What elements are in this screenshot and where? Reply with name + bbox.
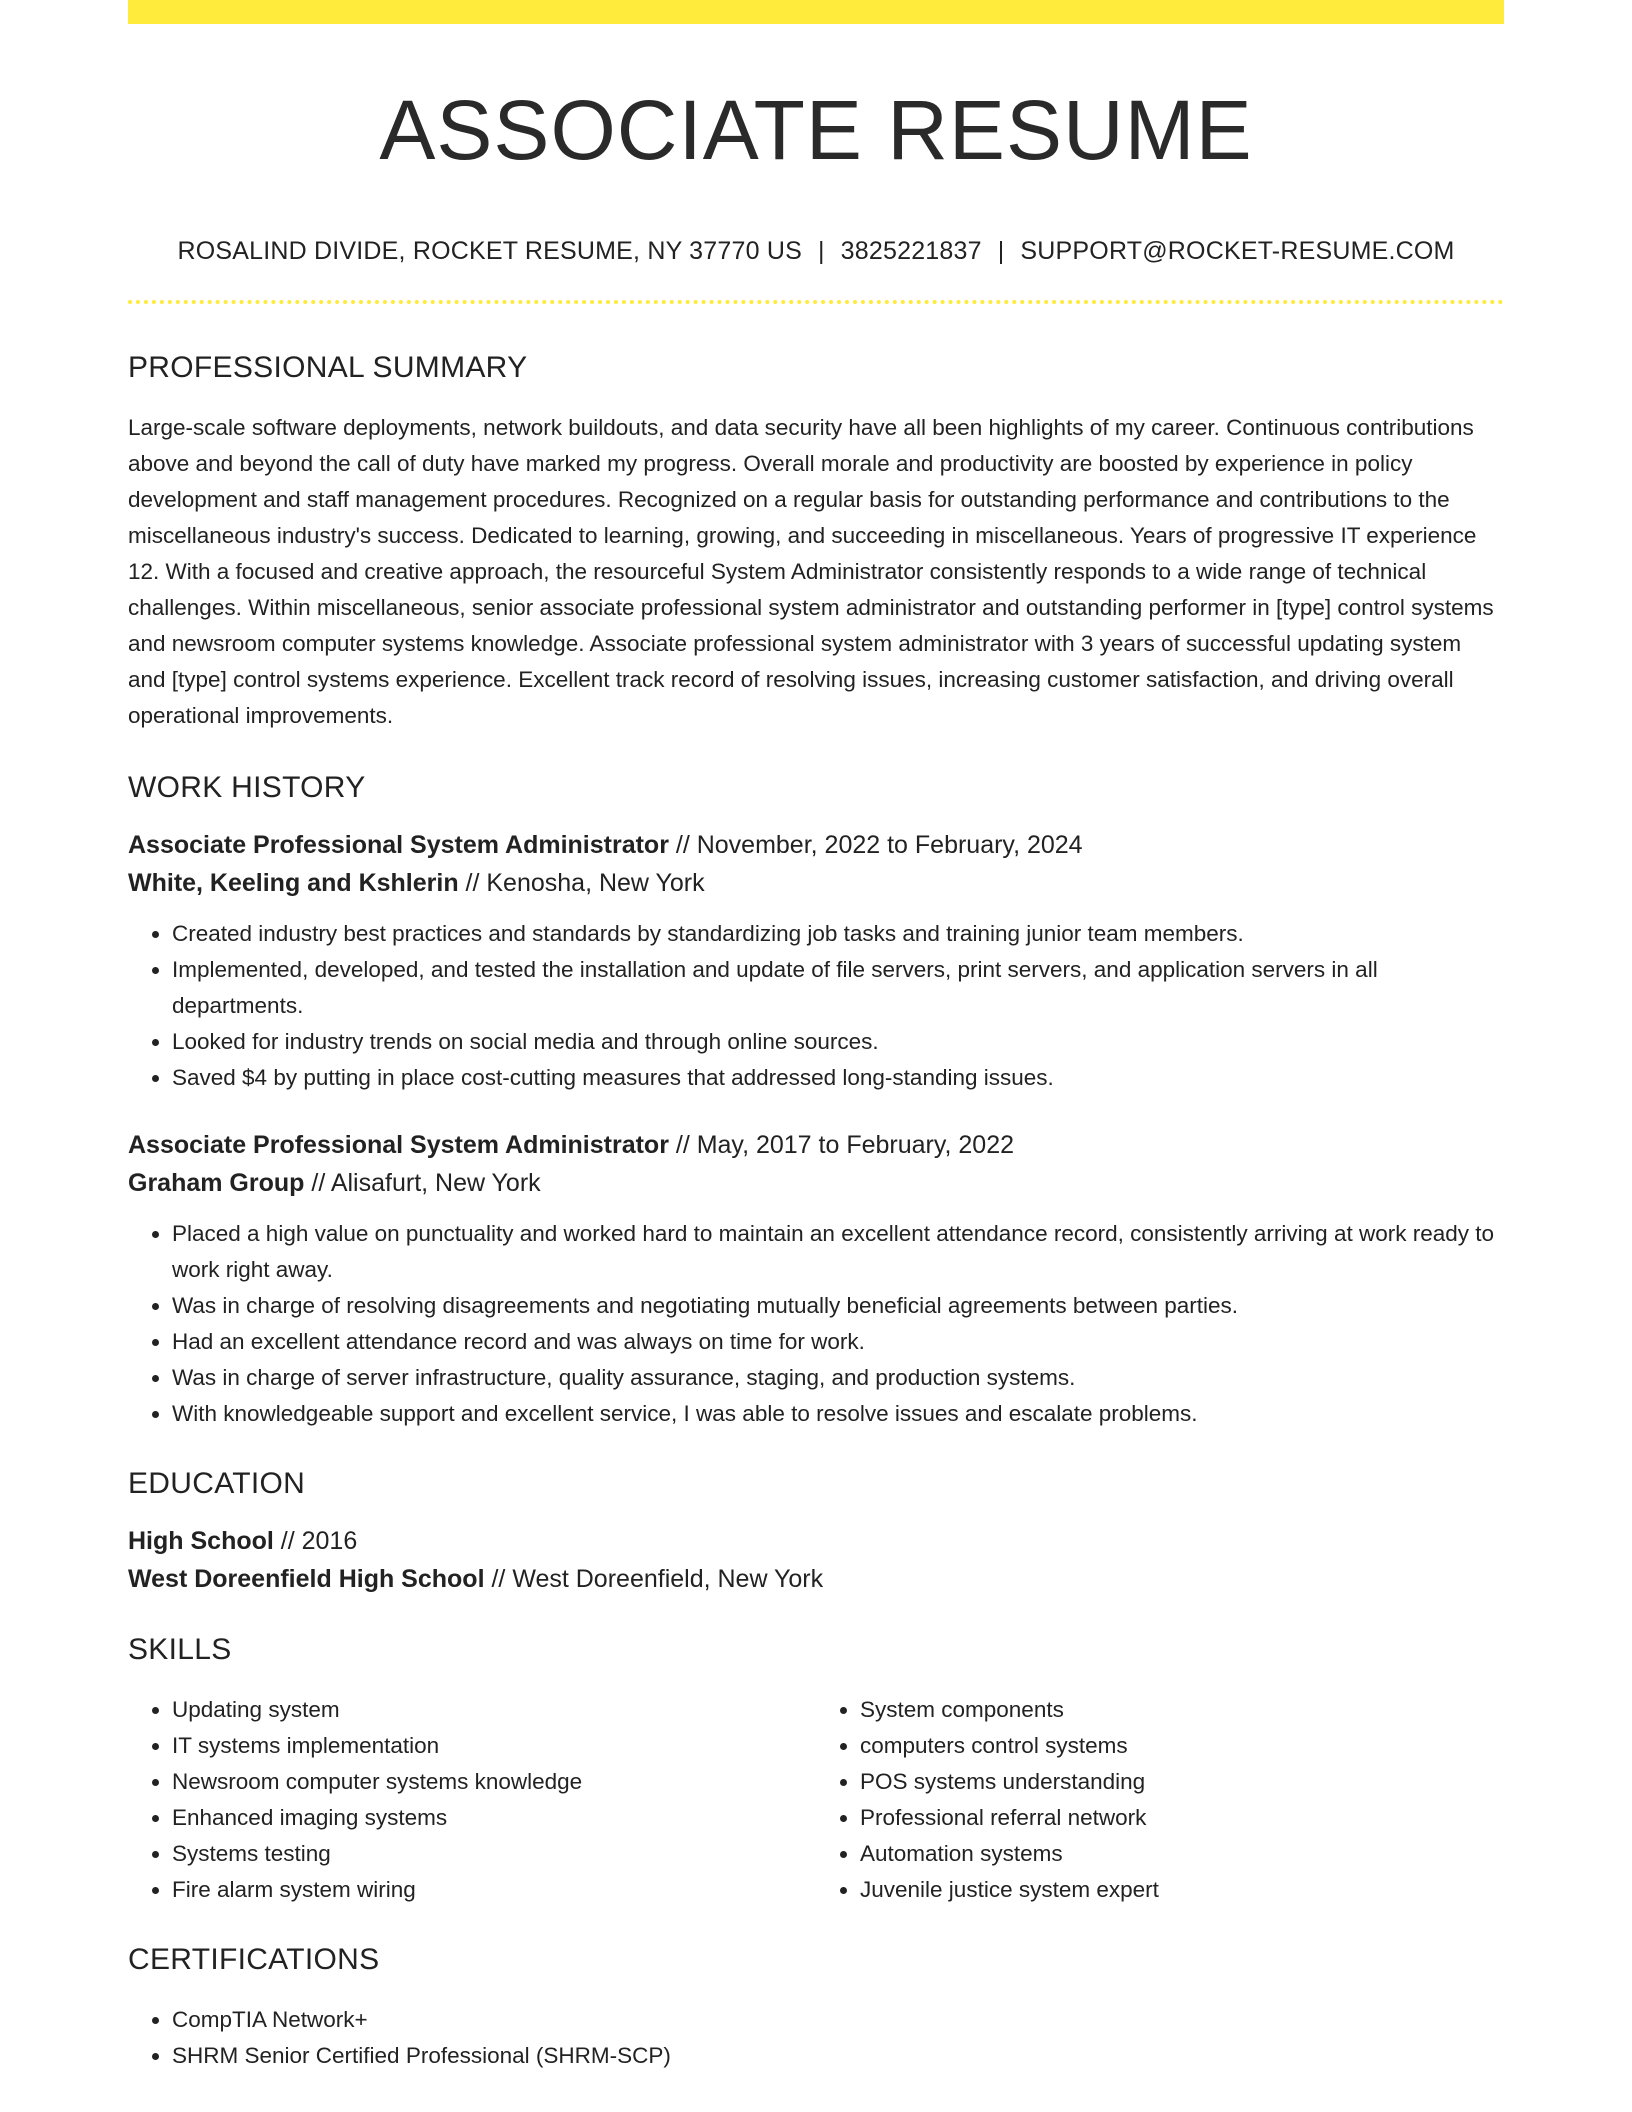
list-item: • Systems testing (172, 1836, 816, 1872)
list-item: • Updating system (172, 1692, 816, 1728)
education-degree: High School (128, 1527, 274, 1556)
certifications-heading: CERTIFICATIONS (128, 1943, 380, 1977)
list-item: • computers control systems (860, 1728, 1504, 1764)
list-item: • Professional referral network (860, 1800, 1504, 1836)
list-item: • Created industry best practices and standards by standardizing job tasks and training junior team members. (172, 916, 1504, 952)
job-title: Associate Professional System Administrator (128, 831, 669, 860)
skills-right-list (816, 1692, 1504, 1908)
contact-separator: | (817, 237, 825, 266)
education-location: // West Doreenfield, New York (484, 1565, 824, 1594)
list-item: • Juvenile justice system expert (860, 1872, 1504, 1908)
summary-heading: PROFESSIONAL SUMMARY (128, 351, 528, 385)
list-item: • Looked for industry trends on social media and through online sources. (172, 1024, 1504, 1060)
job-bullets (128, 1216, 1504, 1432)
resume-page (128, 0, 1504, 2074)
contact-email: SUPPORT@ROCKET-RESUME.COM (1020, 237, 1455, 266)
list-item: • Automation systems (860, 1836, 1504, 1872)
list-item: • Fire alarm system wiring (172, 1872, 816, 1908)
list-item: • POS systems understanding (860, 1764, 1504, 1800)
list-item: • System components (860, 1692, 1504, 1728)
job-bullets (128, 916, 1504, 1096)
job-company: White, Keeling and Kshlerin (128, 869, 459, 898)
list-item: • Newsroom computer systems knowledge (172, 1764, 816, 1800)
job-location: // Alisafurt, New York (304, 1169, 541, 1198)
job-company-line (128, 864, 1504, 902)
skills-left-list (128, 1692, 816, 1908)
list-item: • Was in charge of resolving disagreements and negotiating mutually beneficial agreements between parties. (172, 1288, 1504, 1324)
skills-columns (128, 1692, 1504, 1908)
education-school-line (128, 1560, 1504, 1598)
job-title-line (128, 1126, 1504, 1164)
job-entry (128, 826, 1504, 1096)
resume-title: ASSOCIATE RESUME (379, 83, 1253, 177)
accent-bar (128, 0, 1504, 24)
contact-separator: | (997, 237, 1005, 266)
job-dates: // May, 2017 to February, 2022 (668, 1131, 1015, 1160)
job-location: // Kenosha, New York (458, 869, 705, 898)
work-history-heading: WORK HISTORY (128, 771, 366, 805)
job-company-line (128, 1164, 1504, 1202)
list-item: • Placed a high value on punctuality and worked hard to maintain an excellent attendance record, consistently arriving at work ready to work right away. (172, 1216, 1504, 1288)
job-title-line (128, 826, 1504, 864)
job-entry (128, 1126, 1504, 1432)
job-company: Graham Group (128, 1169, 305, 1198)
list-item: • With knowledgeable support and excellent service, I was able to resolve issues and escalate problems. (172, 1396, 1504, 1432)
education-year: // 2016 (273, 1527, 358, 1556)
education-school: West Doreenfield High School (128, 1565, 485, 1594)
list-item: • IT systems implementation (172, 1728, 816, 1764)
list-item: • Saved $4 by putting in place cost-cutting measures that addressed long-standing issues. (172, 1060, 1504, 1096)
contact-phone: 3825221837 (840, 237, 982, 266)
list-item: • Enhanced imaging systems (172, 1800, 816, 1836)
list-item: • Implemented, developed, and tested the installation and update of file servers, print servers, and application servers in all departments. (172, 952, 1504, 1024)
job-title: Associate Professional System Administrator (128, 1131, 669, 1160)
list-item: • SHRM Senior Certified Professional (SHRM-SCP) (172, 2038, 1504, 2074)
contact-address: ROSALIND DIVIDE, ROCKET RESUME, NY 37770 US (177, 237, 802, 266)
contact-line (128, 236, 1504, 266)
summary-text: Large-scale software deployments, network buildouts, and data security have all been highlights of my career. Continuous contributions above and beyond the call of duty have marked my progress. Overall morale and productivity are boosted by experience in policy development and staff management procedures. Recognized on a regular basis for outstanding performance and contributions to the miscellaneous industry's success. Dedicated to learning, growing, and succeeding in miscellaneous. Years of progressive IT experience 12. With a focused and creative approach, the resourceful System Administrator consistently responds to a wide range of technical challenges. Within miscellaneous, senior associate professional system administrator and outstanding performer in [type] control systems and newsroom computer systems knowledge. Associate professional system administrator with 3 years of successful updating system and [type] control systems experience. Excellent track record of resolving issues, increasing customer satisfaction, and driving overall operational improvements. (128, 415, 1494, 729)
education-entry (128, 1522, 1504, 1598)
list-item: • Had an excellent attendance record and was always on time for work. (172, 1324, 1504, 1360)
list-item: • Was in charge of server infrastructure, quality assurance, staging, and production systems. (172, 1360, 1504, 1396)
skills-heading: SKILLS (128, 1633, 232, 1667)
list-item: • CompTIA Network+ (172, 2002, 1504, 2038)
dotted-divider (128, 300, 1504, 304)
education-degree-line (128, 1522, 1504, 1560)
education-heading: EDUCATION (128, 1467, 306, 1501)
certifications-list (128, 2002, 1504, 2074)
job-dates: // November, 2022 to February, 2024 (668, 831, 1083, 860)
